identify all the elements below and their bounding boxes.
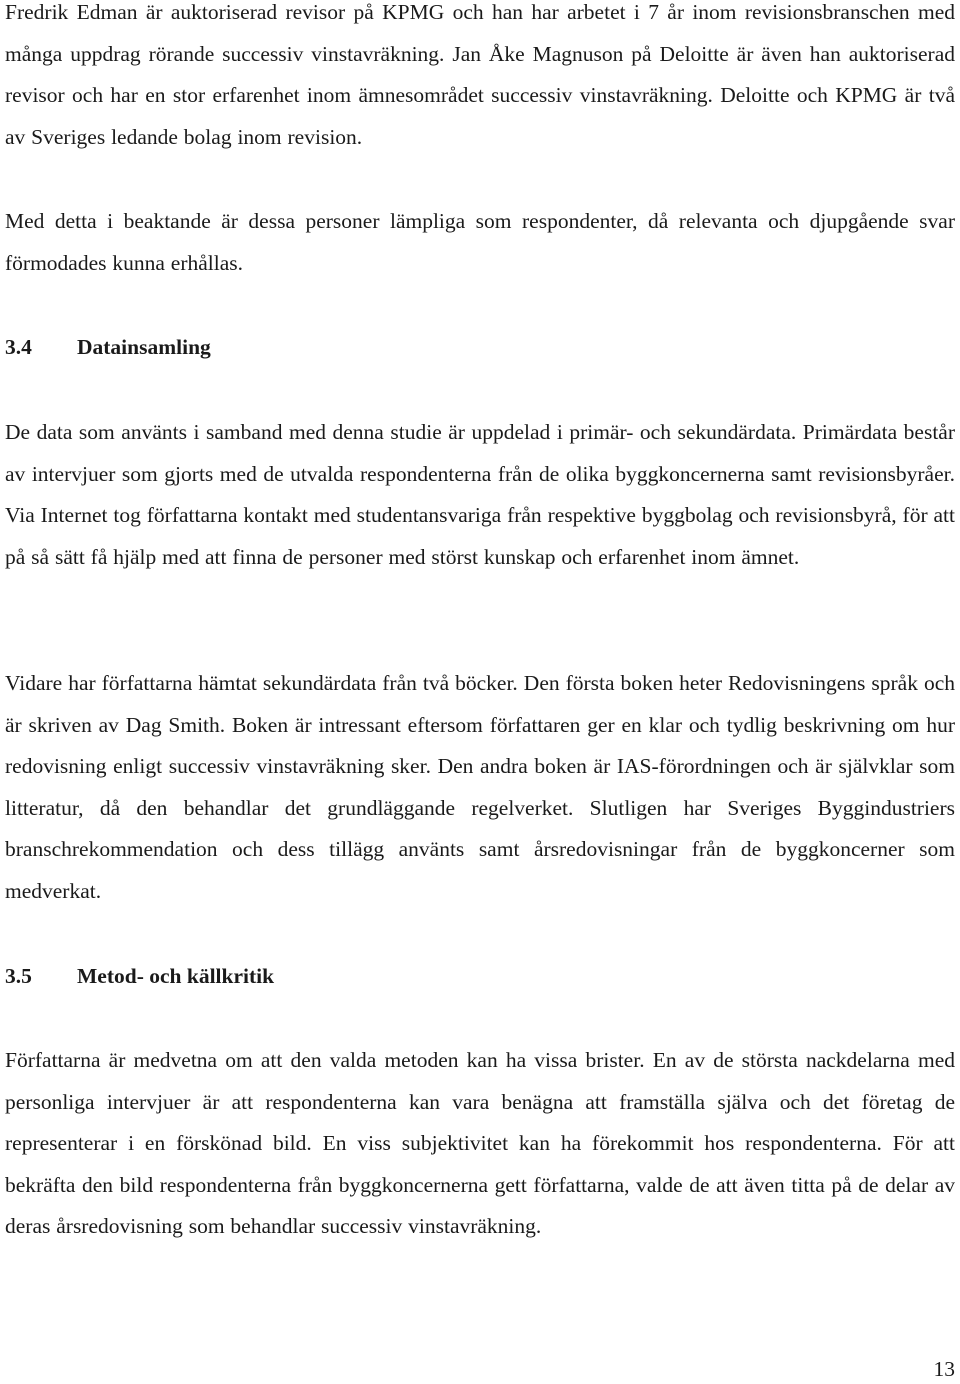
section-heading-datainsamling	[5, 327, 955, 369]
section-heading-metod-och-kallkritik	[5, 956, 955, 998]
section-title: Datainsamling	[77, 335, 211, 359]
paragraph-respondents-intro: Fredrik Edman är auktoriserad revisor på KPMG och han har arbetet i 7 år inom revisionsbranschen med många uppdrag rörande successiv vinstavräkning. Jan Åke Magnuson på Deloitte är även han auktoriserad revisor och har en stor erfarenhet inom ämnesområdet successiv vinstavräkning. Deloitte och KPMG är två av Sveriges ledande bolag inom revision.	[5, 0, 955, 149]
paragraph-primary-data: De data som använts i samband med denna studie är uppdelad i primär- och sekundärdata. Primärdata består av intervjuer som gjorts med de utvalda respondenterna från de olika byggkoncernerna samt revisionsbyråer. Via Internet tog författarna kontakt med studentansvariga från respektive byggbolag och revisionsbyrå, för att på så sätt få hjälp med att finna de personer med störst kunskap och erfarenhet inom ämnet.	[5, 420, 955, 569]
paragraph-secondary-data: Vidare har författarna hämtat sekundärdata från två böcker. Den första boken heter Redovisningens språk och är skriven av Dag Smith. Boken är intressant eftersom författaren ger en klar och tydlig beskrivning om hur redovisning enligt successiv vinstavräkning sker. Den andra boken är IAS-förordningen och är självklar som litteratur, då den behandlar det grundläggande regelverket. Slutligen har Sveriges Byggindustriers branschrekommendation och dess tillägg använts samt årsredovisningar från de byggkoncerner som medverkat.	[5, 671, 955, 903]
section-number: 3.4	[5, 335, 32, 359]
section-number: 3.5	[5, 964, 32, 988]
paragraph-respondents-suitability: Med detta i beaktande är dessa personer lämpliga som respondenter, då relevanta och djupgående svar förmodades kunna erhållas.	[5, 209, 955, 275]
section-title: Metod- och källkritik	[77, 964, 275, 988]
paragraph-method-criticism: Författarna är medvetna om att den valda metoden kan ha vissa brister. En av de största nackdelarna med personliga intervjuer är att respondenterna kan vara benägna att framställa själva och det företag de representerar i en förskönad bild. En viss subjektivitet kan ha förekommit hos respondenterna. För att bekräfta den bild respondenterna från byggkoncernerna gett författarna, valde de att även titta på de delar av deras årsredovisning som behandlar successiv vinstavräkning.	[5, 1048, 955, 1239]
page-number: 13	[933, 1357, 955, 1381]
